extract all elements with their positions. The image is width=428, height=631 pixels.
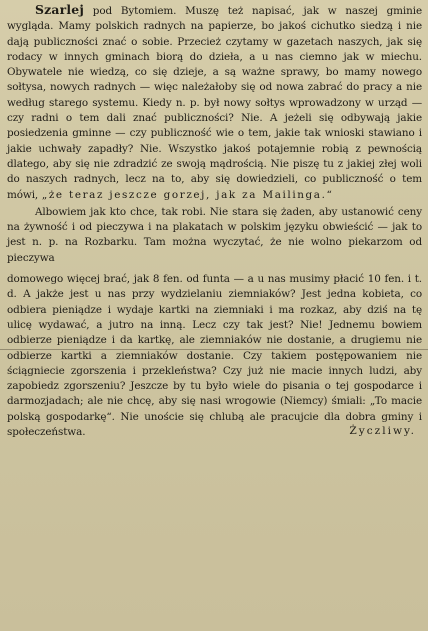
paragraph-1-quote: „że teraz jeszcze gorzej, jak za Mailinga.“ (41, 188, 334, 201)
article-paragraph-2 (7, 205, 422, 266)
article-paragraph-1 (7, 2, 422, 203)
lead-place-name: Szarlej (35, 2, 85, 17)
article-paragraph-3 (7, 272, 422, 440)
author-signature: Życzliwy. (349, 425, 416, 438)
column-break-rule (0, 349, 428, 350)
paragraph-2-text: Albowiem jak kto chce, tak robi. Nie stara się żaden, aby ustanowić ceny na żywność i od pieczywa i na plakatach w polskim języku obwieścić — jak to jest n. p. na Rozbarku. Tam można wyczytać, że nie wolno piekarzom od pieczywa (7, 205, 422, 264)
paragraph-1-text: pod Bytomiem. Muszę też napisać, jak w naszej gminie wygląda. Mamy polskich radnych na papierze, bo jakoś cichutko siedzą i nie dają publiczności znać o sobie. Przecież czytamy w gazetach naszych, jak się rodacy w innych gminach biorą do dzieła, a u nas ciemno jak w miechu. Obywatele nie wiedzą, co się dzieje, a są ważne sprawy, bo mamy nowego sołtysa, nowych radnych — więc należałoby się od nowa zabrać do pracy a nie według starego systemu. Kiedy n. p. był nowy sołtys wprowadzony w urząd — czy radni o tem dali znać publiczności? Nie. A jeżeli się odbywają jakie posiedzenia gminne — czy publiczność wie o tem, jakie tak wnioski stawiano i jakie uchwały zapadły? Nie. Wszystko jakoś potajemnie robią z pewnością dlatego, aby się nie zdradzić ze swoją mądrością. Nie piszę tu z jakiej złej woli do naszych radnych, lecz na to, aby się dowiedzieli, co publiczność o tem mówi, (7, 5, 422, 201)
paragraph-3-text: domowego więcej brać, jak 8 fen. od funta — a u nas musimy płacić 10 fen. i t. d. A jakże jest u nas przy wydzielaniu ziemniaków? Jest jedna kobieta, co odbiera pieniądze i wydaje kartki na ziemniaki i ma rozkaz, aby dziś na tę ulicę wydawać, a jutro na inną. Lecz czy tak jest? Nie! Jednemu bowiem odbierze pieniądze i da kartkę, ale ziemniaków nie dostanie, a drugiemu nie odbierze kartki a ziemniaków dostanie. Czy takiem postępowaniem nie ściągniecie zgorszenia i przekleństwa? Czy już nie macie innych ludzi, aby zapobiedz zgorszeniu? Jeszcze by tu było wiele do pisania o tej gospodarce i darmozjadach; ale nie chcę, aby się nasi wrogowie (Niemcy) śmiali: „To macie polską gospodarkę“. Nie unoście się chlubą ale pracujcie dla dobra gminy i społeczeństwa. (7, 273, 422, 439)
